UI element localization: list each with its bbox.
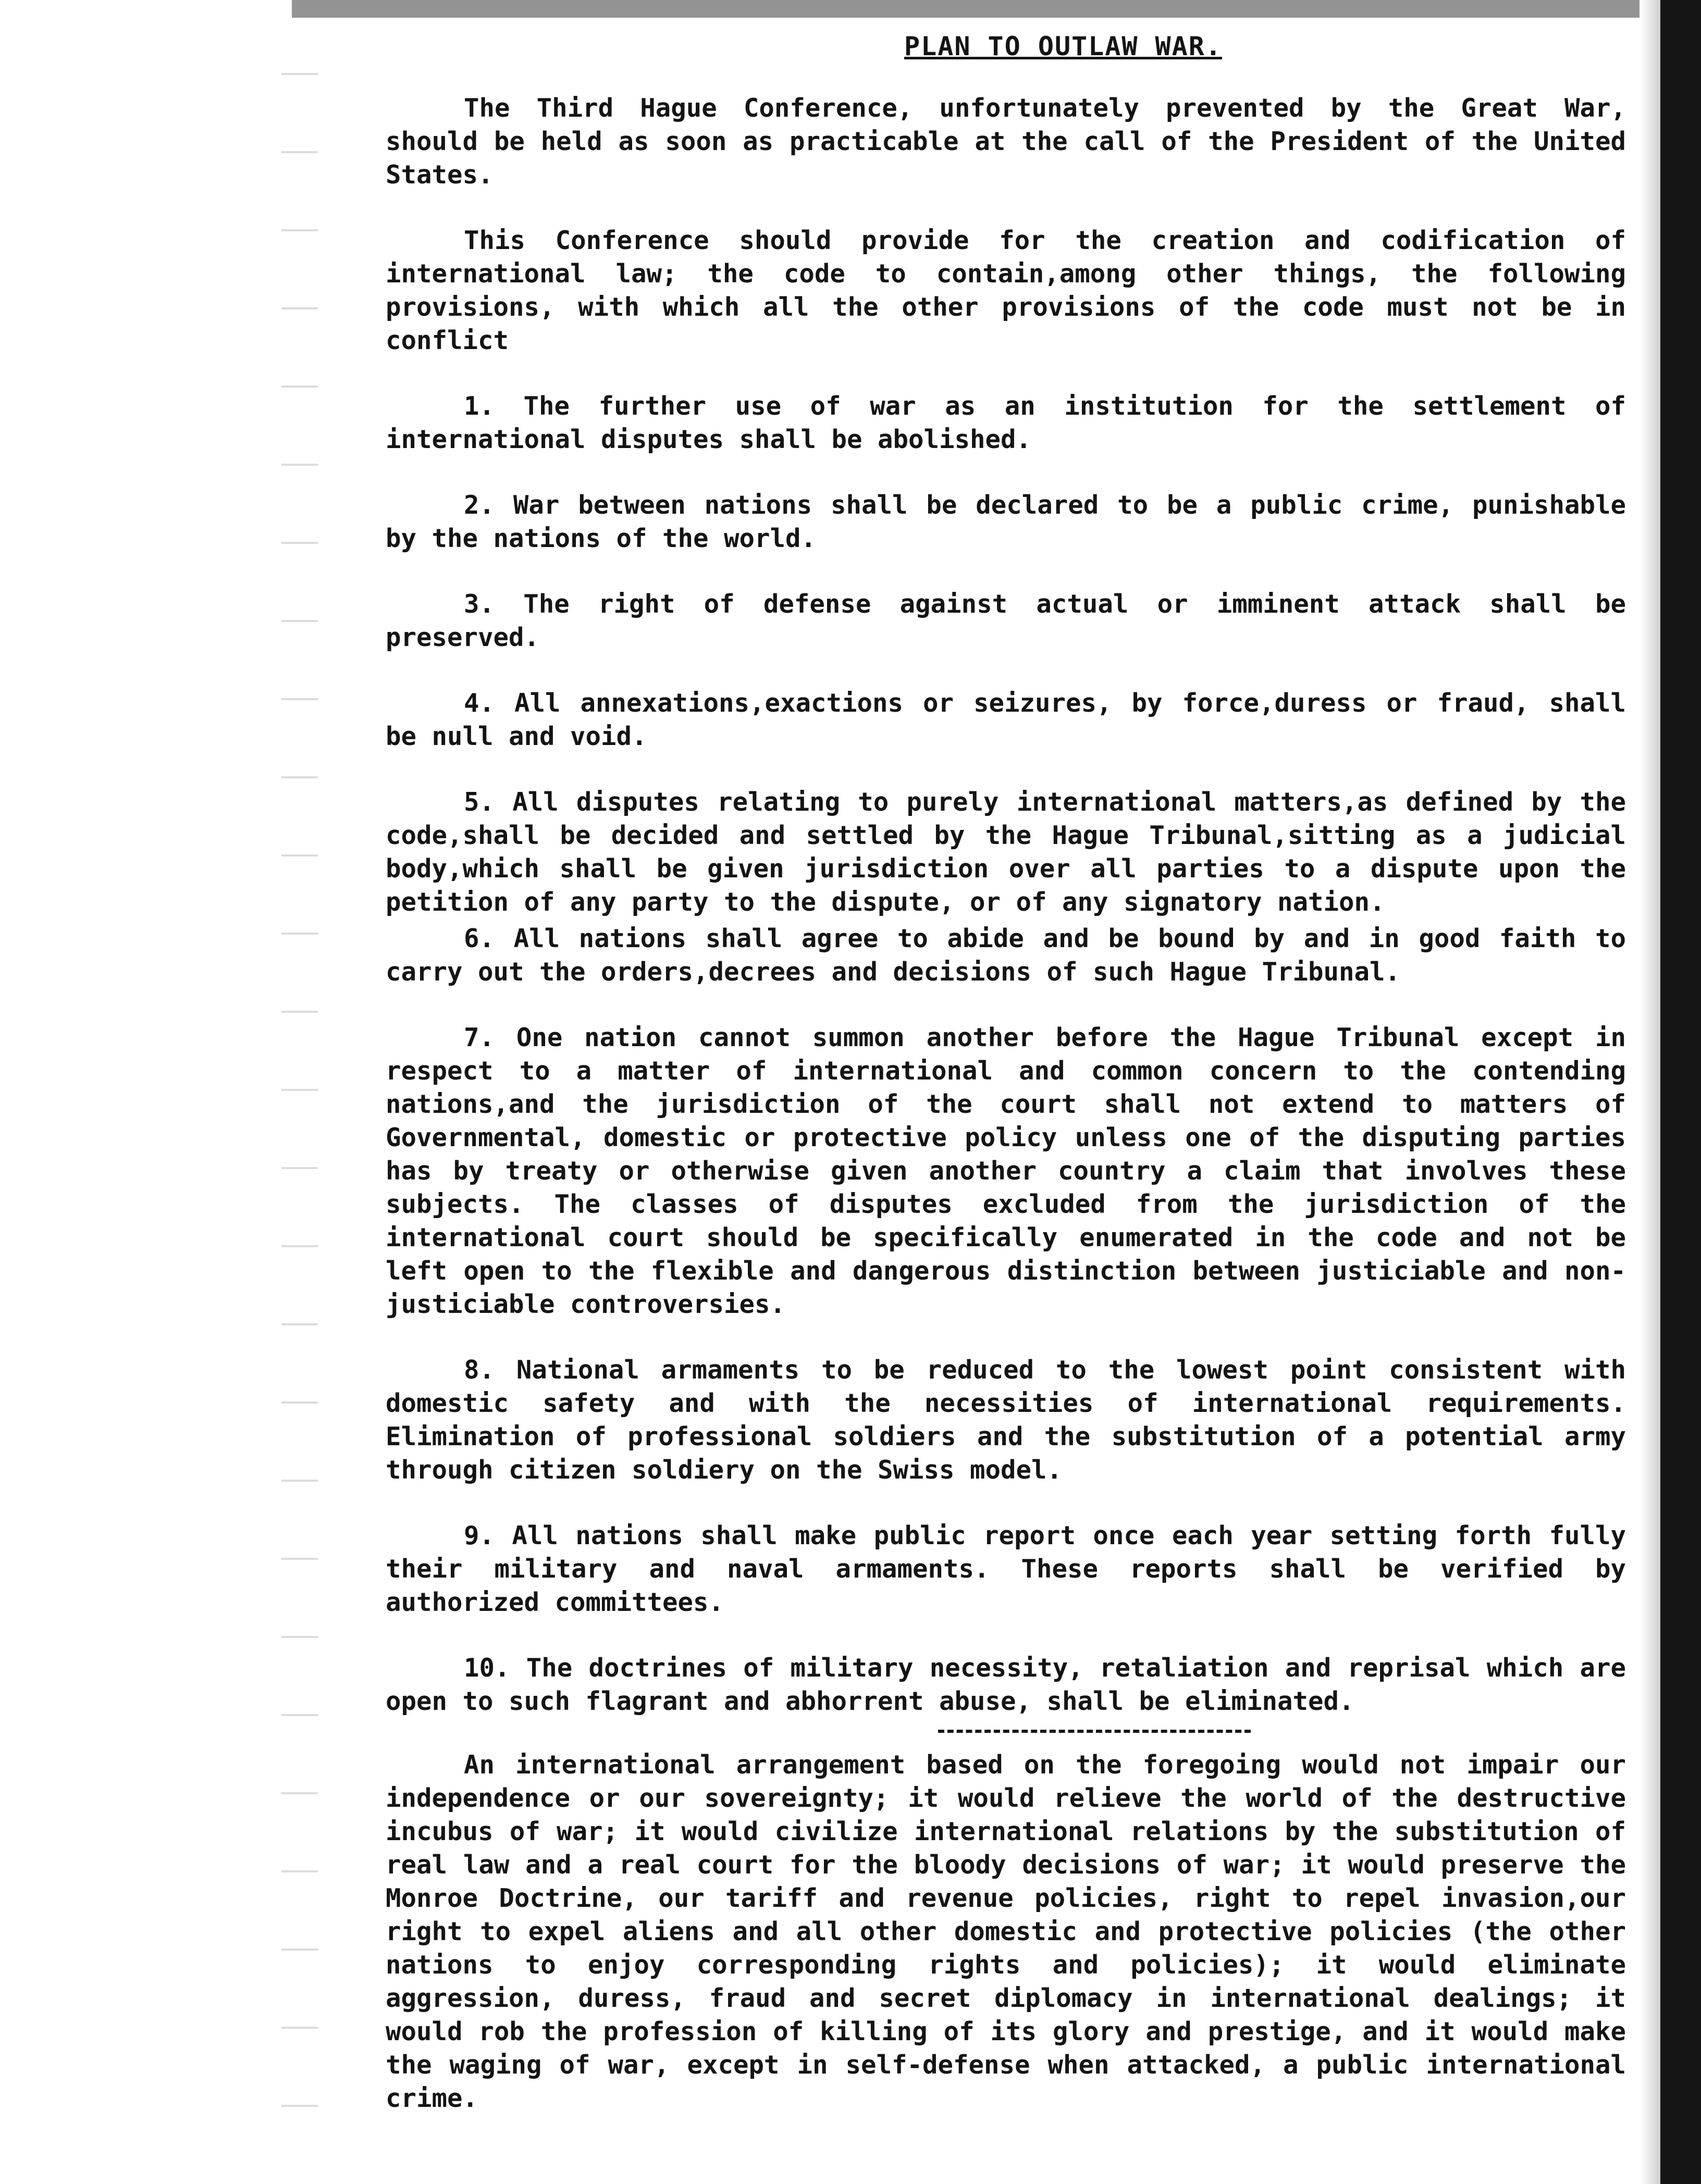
provision-1: 1. The further use of war as an institution for the settlement of international disputes shall be abolished.	[386, 391, 1626, 454]
provision-10: 10. The doctrines of military necessity, retaliation and reprisal which are open to such flagrant and abhorrent abuse, shall be eliminated.	[386, 1653, 1626, 1716]
provision-3: 3. The right of defense against actual or imminent attack shall be preserved.	[386, 589, 1626, 652]
document-title: PLAN TO OUTLAW WAR.	[904, 31, 1222, 61]
scan-top-edge	[292, 0, 1657, 18]
section-divider	[938, 1730, 1251, 1733]
scan-left-speckle	[281, 42, 318, 2126]
provision-2: 2. War between nations shall be declared to be a public crime, punishable by the nations of the world.	[386, 490, 1626, 553]
provision-7: 7. One nation cannot summon another before the Hague Tribunal except in respect to a matter of international and common concern to the contending nations,and the jurisdiction of the court shall not extend to matters of Governmental, domestic or protective policy unless one of the disputing parties has by treaty or otherwise given another country a claim that involves these subjects. The classes of disputes excluded from the jurisdiction of the international court should be specifically enumerated in the code and not be left open to the flexible and dangerous distinction between justiciable and non-justiciable controversies.	[386, 1023, 1626, 1319]
provision-6: 6. All nations shall agree to abide and be bound by and in good faith to carry out the orders,decrees and decisions of such Hague Tribunal.	[386, 924, 1626, 987]
provision-9: 9. All nations shall make public report once each year setting forth fully their military and naval armaments. These reports shall be verified by authorized committees.	[386, 1521, 1626, 1617]
provision-4: 4. All annexations,exactions or seizures, by force,duress or fraud, shall be null and void.	[386, 688, 1626, 751]
provision-8: 8. National armaments to be reduced to the lowest point consistent with domestic safety and with the necessities of international requirements. Elimination of professional soldiers and the substitution of a potential army through citizen soldiery on the Swiss model.	[386, 1355, 1626, 1485]
intro-paragraph-1: The Third Hague Conference, unfortunately prevented by the Great War, should be held as soon as practicable at the call of the President of the United States.	[386, 93, 1626, 190]
scan-right-edge	[1660, 0, 1701, 2184]
scan-right-shadow	[1640, 0, 1660, 2184]
document-page	[386, 31, 1626, 2148]
conclusion-paragraph: An international arrangement based on the foregoing would not impair our independence or our sovereignty; it would relieve the world of the destructive incubus of war; it would civilize international relations by the substitution of real law and a real court for the bloody decisions of war; it would preserve the Monroe Doctrine, our tariff and revenue policies, right to repel invasion,our right to expel aliens and all other domestic and protective policies (the other nations to enjoy corresponding rights and policies); it would eliminate aggression, duress, fraud and secret diplomacy in international dealings; it would rob the profession of killing of its glory and prestige, and it would make the waging of war, except in self-defense when attacked, a public international crime.	[386, 1750, 1626, 2113]
intro-paragraph-2: This Conference should provide for the creation and codification of international law; the code to contain,among other things, the following provisions, with which all the other provisions of the code must not be in conflict	[386, 226, 1626, 355]
provision-5: 5. All disputes relating to purely international matters,as defined by the code,shall be decided and settled by the Hague Tribunal,sitting as a judicial body,which shall be given jurisdiction over all parties to a dispute upon the petition of any party to the dispute, or of any signatory nation.	[386, 787, 1626, 917]
